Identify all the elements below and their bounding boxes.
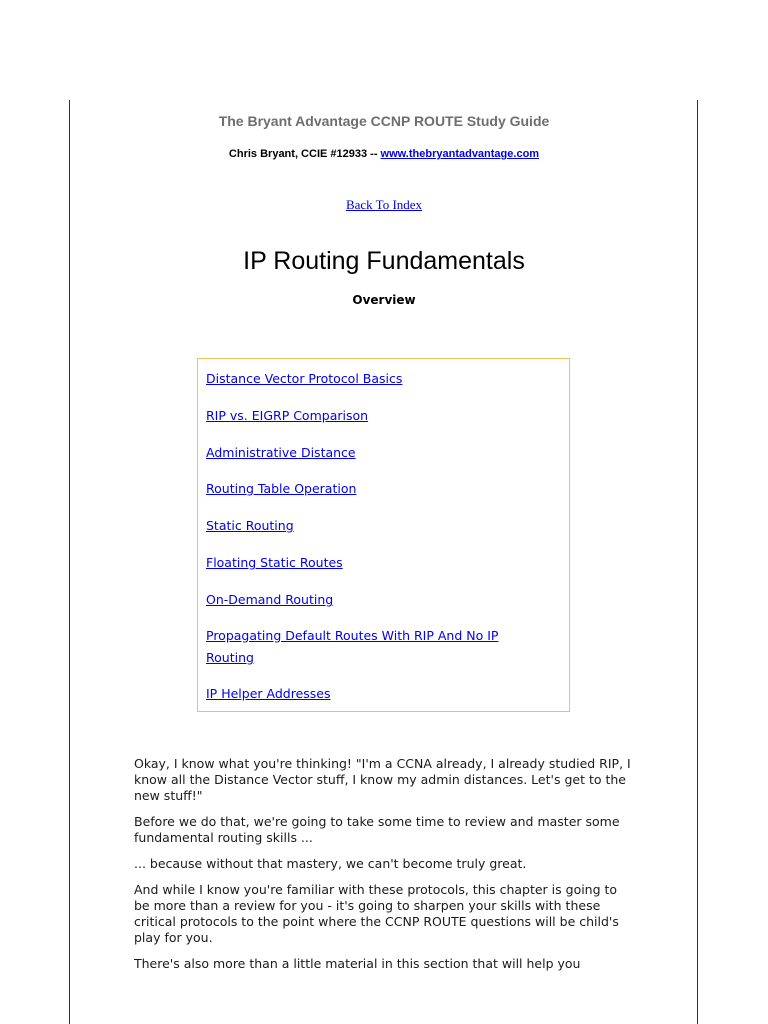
author-credit: Chris Bryant, CCIE #12933 -- [228,148,381,160]
toc-link-rip-vs-eigrp[interactable]: RIP vs. EIGRP Comparison [206,408,369,423]
toc-item-administrative-distance [206,442,546,464]
back-to-index-link[interactable]: Back To Index [345,197,423,212]
toc-item-static-routing [206,515,546,537]
body-paragraph: And while I know you're familiar with these protocols, this chapter is going to be more than a review for you - it's going to sharpen your skills with these critical protocols to the point where the CCNP ROUTE questions will be child's play for you. [134,882,619,945]
toc-link-distance-vector[interactable]: Distance Vector Protocol Basics [206,371,403,386]
body-paragraph: Okay, I know what you're thinking! "I'm a CCNA already, I already studied RIP, I know all the Distance Vector stuff, I know my admin distances. Let's get to the new stuff!" [134,756,631,803]
body-paragraph: There's also more than a little material in this section that will help you [134,956,581,971]
toc-link-ip-helper-addresses[interactable]: IP Helper Addresses [206,686,331,701]
chapter-title: IP Routing Fundamentals [243,247,525,275]
page-right-border [697,100,698,1024]
page-left-border [69,100,70,1024]
toc-link-on-demand-routing[interactable]: On-Demand Routing [206,592,334,607]
back-to-index [0,197,768,213]
guide-title: The Bryant Advantage CCNP ROUTE Study Guide [218,113,550,129]
author-website-link[interactable]: www.thebryantadvantage.com [380,148,540,160]
body-paragraph: Before we do that, we're going to take some time to review and master some fundamental routing skills ... [134,814,620,845]
table-of-contents [197,358,570,712]
toc-item-on-demand-routing [206,589,546,611]
section-label: Overview [352,293,416,307]
toc-link-routing-table-operation[interactable]: Routing Table Operation [206,481,357,496]
toc-item-ip-helper-addresses [206,683,546,705]
author-line [0,148,768,160]
toc-item-floating-static-routes [206,552,546,574]
body-paragraph: ... because without that mastery, we can't become truly great. [134,856,527,871]
toc-link-propagating-default-routes[interactable]: Propagating Default Routes With RIP And No IP Routing [206,628,499,665]
toc-link-administrative-distance[interactable]: Administrative Distance [206,445,356,460]
toc-item-rip-vs-eigrp [206,405,546,427]
toc-link-static-routing[interactable]: Static Routing [206,518,294,533]
toc-item-propagating-default-routes [206,625,546,669]
toc-item-distance-vector [206,368,546,390]
body-text [134,756,634,982]
toc-item-routing-table-operation [206,478,546,500]
toc-link-floating-static-routes[interactable]: Floating Static Routes [206,555,343,570]
